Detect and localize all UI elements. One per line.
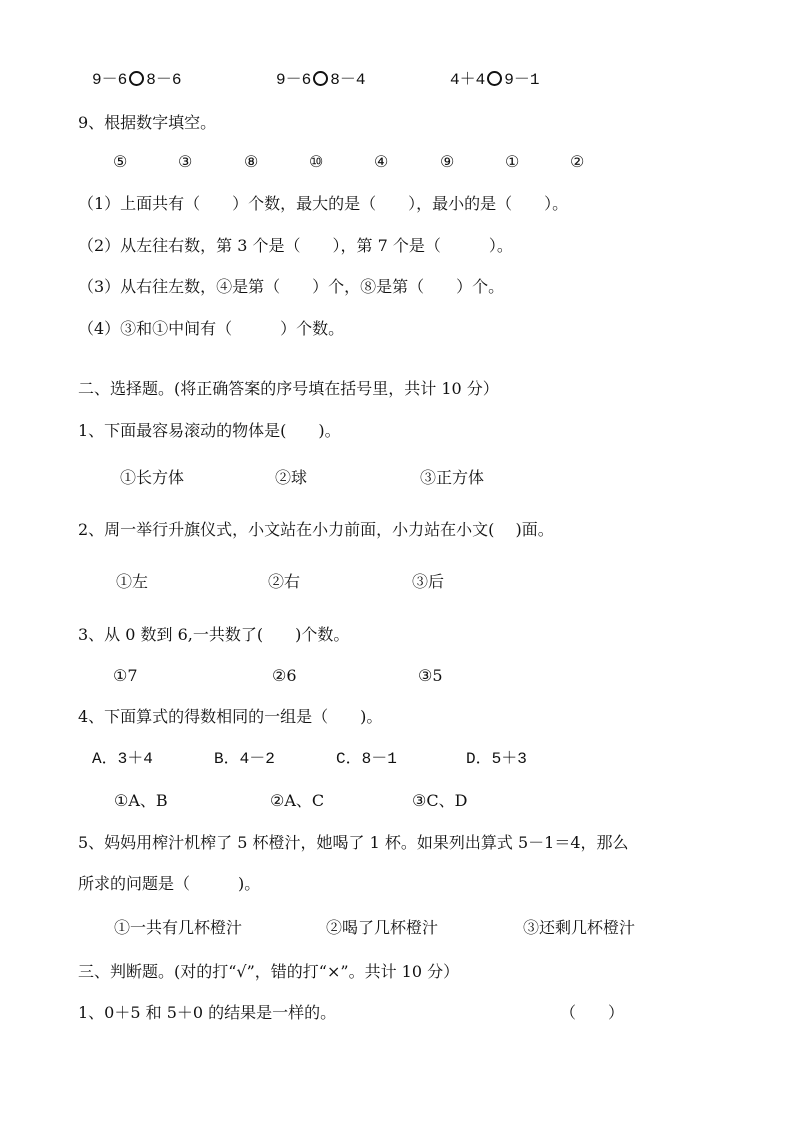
section3-title: 三、判断题。(对的打“√”，错的打“×”。共计 10 分） <box>78 962 460 981</box>
q9-item-4: （4）③和①中间有（ ）个数。 <box>78 319 345 338</box>
compare-left: 9－6 <box>92 71 128 89</box>
s2-q4-expr-d: D．5＋3 <box>466 750 527 768</box>
s2-q4-option-2[interactable]: ②A、C <box>270 791 325 810</box>
section2-title: 二、选择题。(将正确答案的序号填在括号里，共计 10 分） <box>78 379 499 398</box>
s2-q4-option-3[interactable]: ③C、D <box>412 791 468 810</box>
s2-q1-option-2[interactable]: ②球 <box>275 468 308 487</box>
q9-number-3: ⑧ <box>244 152 259 171</box>
s2-q2-option-3[interactable]: ③后 <box>412 572 445 591</box>
s2-q3-text: 3、从 0 数到 6,一共数了( )个数。 <box>78 625 350 644</box>
compare-item-1 <box>92 70 181 90</box>
s2-q5-text-line1: 5、妈妈用榨汁机榨了 5 杯橙汁，她喝了 1 杯。如果列出算式 5－1＝4，那么 <box>78 833 629 852</box>
s2-q3-option-3[interactable]: ③5 <box>418 666 443 685</box>
q9-number-7: ① <box>505 152 520 171</box>
s2-q3-option-1[interactable]: ①7 <box>113 666 138 685</box>
compare-item-2 <box>276 70 365 90</box>
s2-q1-option-1[interactable]: ①长方体 <box>120 468 185 487</box>
q9-item-2: （2）从左往右数，第 3 个是（ ），第 7 个是（ ）。 <box>78 236 513 255</box>
s2-q5-text-line2: 所求的问题是（ )。 <box>78 874 261 893</box>
compare-circle-blank[interactable] <box>487 71 502 86</box>
compare-right: 9－1 <box>504 71 540 89</box>
s2-q2-option-1[interactable]: ①左 <box>116 572 149 591</box>
q9-number-6: ⑨ <box>440 152 455 171</box>
compare-right: 8－6 <box>146 71 182 89</box>
compare-right: 8－4 <box>330 71 366 89</box>
s2-q5-option-3[interactable]: ③还剩几杯橙汁 <box>523 918 636 937</box>
compare-item-3 <box>450 70 539 90</box>
q9-item-3: （3）从右往左数，④是第（ ）个，⑧是第（ ）个。 <box>78 277 505 296</box>
q9-number-8: ② <box>570 152 585 171</box>
s2-q1-option-3[interactable]: ③正方体 <box>420 468 485 487</box>
compare-left: 9－6 <box>276 71 312 89</box>
s2-q4-expr-c: C．8－1 <box>336 750 397 768</box>
compare-left: 4＋4 <box>450 71 486 89</box>
q9-number-5: ④ <box>374 152 389 171</box>
s2-q4-expr-a: A．3＋4 <box>92 750 153 768</box>
q9-item-1: （1）上面共有（ ）个数，最大的是（ ），最小的是（ ）。 <box>78 194 569 213</box>
s3-q1-text: 1、0＋5 和 5＋0 的结果是一样的。 <box>78 1003 337 1022</box>
compare-circle-blank[interactable] <box>129 71 144 86</box>
s3-q1-answer-bracket[interactable]: （ ） <box>560 1003 625 1022</box>
s2-q5-option-1[interactable]: ①一共有几杯橙汁 <box>114 918 243 937</box>
q9-number-2: ③ <box>178 152 193 171</box>
s2-q1-text: 1、下面最容易滚动的物体是( )。 <box>78 421 341 440</box>
s2-q2-text: 2、周一举行升旗仪式，小文站在小力前面，小力站在小文( )面。 <box>78 520 554 539</box>
q9-number-4: ⑩ <box>309 152 324 171</box>
compare-circle-blank[interactable] <box>313 71 328 86</box>
s2-q5-option-2[interactable]: ②喝了几杯橙汁 <box>326 918 439 937</box>
q9-title: 9、根据数字填空。 <box>78 113 217 132</box>
s2-q4-text: 4、下面算式的得数相同的一组是（ )。 <box>78 707 383 726</box>
s2-q4-expr-b: B．4－2 <box>214 750 275 768</box>
q9-number-1: ⑤ <box>113 152 128 171</box>
s2-q3-option-2[interactable]: ②6 <box>272 666 297 685</box>
s2-q2-option-2[interactable]: ②右 <box>268 572 301 591</box>
s2-q4-option-1[interactable]: ①A、B <box>114 791 168 810</box>
